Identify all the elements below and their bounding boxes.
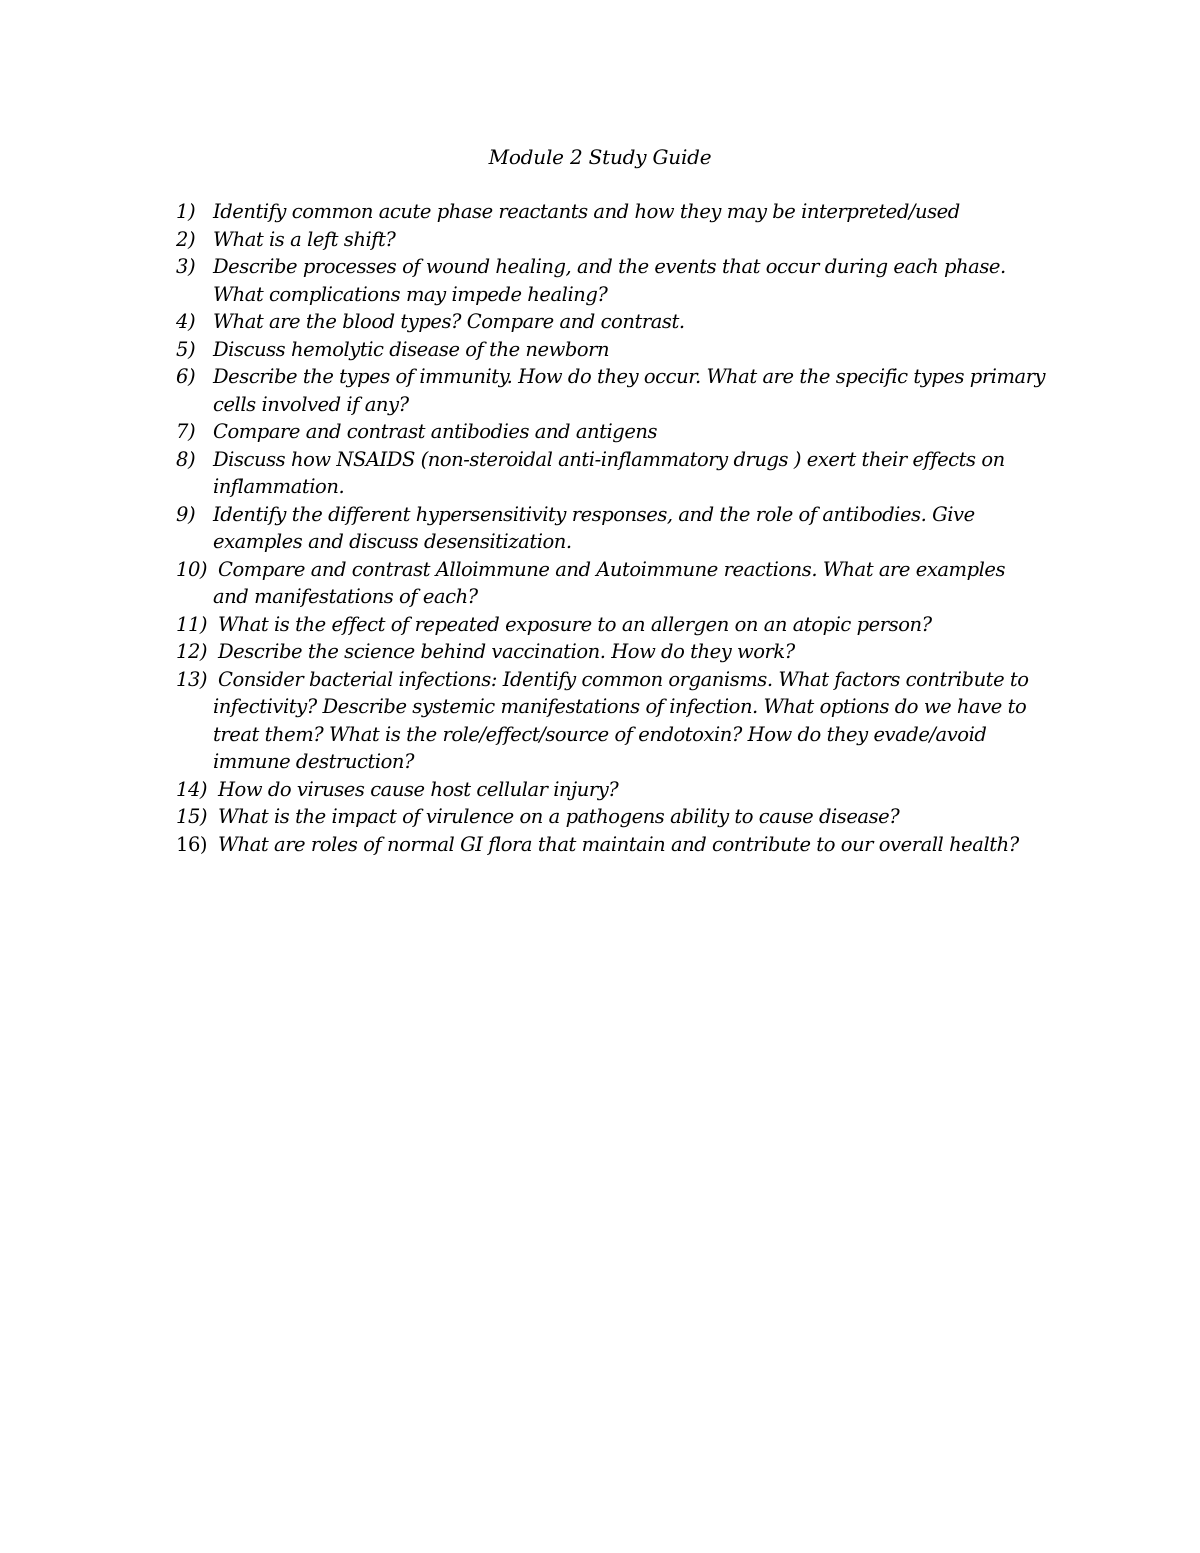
item-text-line: and manifestations of each? bbox=[213, 585, 478, 608]
item-number: 11) bbox=[176, 612, 208, 636]
item-text-line: Discuss how NSAIDS (non-steroidal anti-inflammatory drugs ) exert their effects on bbox=[213, 447, 1005, 471]
item-text-line: Describe processes of wound healing, and the events that occur during each phase. bbox=[213, 255, 1006, 278]
list-item bbox=[176, 446, 1076, 501]
item-text-line: Discuss hemolytic disease of the newborn bbox=[213, 337, 610, 361]
page-title: Module 2 Study Guide bbox=[488, 145, 712, 169]
item-number: 1) bbox=[176, 200, 196, 223]
item-number: 3) bbox=[176, 255, 196, 278]
item-number: 6) bbox=[176, 365, 196, 388]
item-text-line: infectivity? Describe systemic manifestations of infection. What options do we have to bbox=[213, 695, 1027, 718]
item-number: 5) bbox=[176, 337, 196, 361]
item-text-line: Identify common acute phase reactants and how they may be interpreted/used bbox=[213, 200, 960, 223]
item-text-line: Describe the types of immunity. How do they occur. What are the specific types primary bbox=[213, 365, 1046, 388]
list-item bbox=[176, 253, 1076, 308]
item-text-line: examples and discuss desensitization. bbox=[213, 530, 572, 553]
item-text-line: What is a left shift? bbox=[213, 227, 396, 251]
list-item bbox=[176, 308, 1076, 336]
question-list bbox=[176, 198, 1076, 858]
item-number: 9) bbox=[176, 502, 196, 526]
list-item bbox=[176, 418, 1076, 446]
item-text-line: immune destruction? bbox=[213, 750, 415, 773]
list-item bbox=[176, 198, 1076, 226]
list-item bbox=[176, 556, 1076, 611]
item-number: 16) bbox=[176, 832, 208, 856]
list-item bbox=[176, 226, 1076, 254]
item-text-line: What is the effect of repeated exposure to an allergen on an atopic person? bbox=[218, 612, 932, 636]
list-item bbox=[176, 666, 1076, 776]
item-number: 14) bbox=[176, 777, 208, 801]
item-number: 7) bbox=[176, 420, 196, 443]
item-text-line: How do viruses cause host cellular injury? bbox=[218, 777, 619, 801]
item-number: 13) bbox=[176, 667, 208, 691]
item-text-line: inflammation. bbox=[213, 475, 345, 498]
item-text-line: Compare and contrast antibodies and antigens bbox=[213, 420, 658, 443]
list-item bbox=[176, 831, 1076, 859]
item-text-line: Compare and contrast Alloimmune and Autoimmune reactions. What are examples bbox=[218, 557, 1006, 581]
list-item bbox=[176, 776, 1076, 804]
list-item bbox=[176, 638, 1076, 666]
list-item bbox=[176, 611, 1076, 639]
item-text-line: Consider bacterial infections: Identify common organisms. What factors contribute to bbox=[218, 667, 1029, 691]
item-number: 8) bbox=[176, 447, 196, 471]
item-number: 10) bbox=[176, 557, 208, 581]
item-text-line: Describe the science behind vaccination. How do they work? bbox=[218, 640, 795, 663]
item-text-line: What complications may impede healing? bbox=[213, 282, 608, 306]
list-item bbox=[176, 501, 1076, 556]
item-text-line: What is the impact of virulence on a pathogens ability to cause disease? bbox=[218, 805, 900, 828]
item-number: 2) bbox=[176, 227, 196, 251]
item-text-line: cells involved if any? bbox=[213, 392, 409, 416]
item-text-line: What are the blood types? Compare and contrast. bbox=[213, 310, 685, 333]
list-item bbox=[176, 363, 1076, 418]
item-text-line: What are roles of normal GI flora that maintain and contribute to our overall health? bbox=[218, 832, 1019, 856]
item-number: 12) bbox=[176, 640, 208, 663]
item-number: 4) bbox=[176, 310, 196, 333]
list-item bbox=[176, 336, 1076, 364]
item-text-line: treat them? What is the role/effect/source of endotoxin? How do they evade/avoid bbox=[213, 722, 987, 746]
list-item bbox=[176, 803, 1076, 831]
item-number: 15) bbox=[176, 805, 208, 828]
item-text-line: Identify the different hypersensitivity responses, and the role of antibodies. Give bbox=[213, 502, 975, 526]
